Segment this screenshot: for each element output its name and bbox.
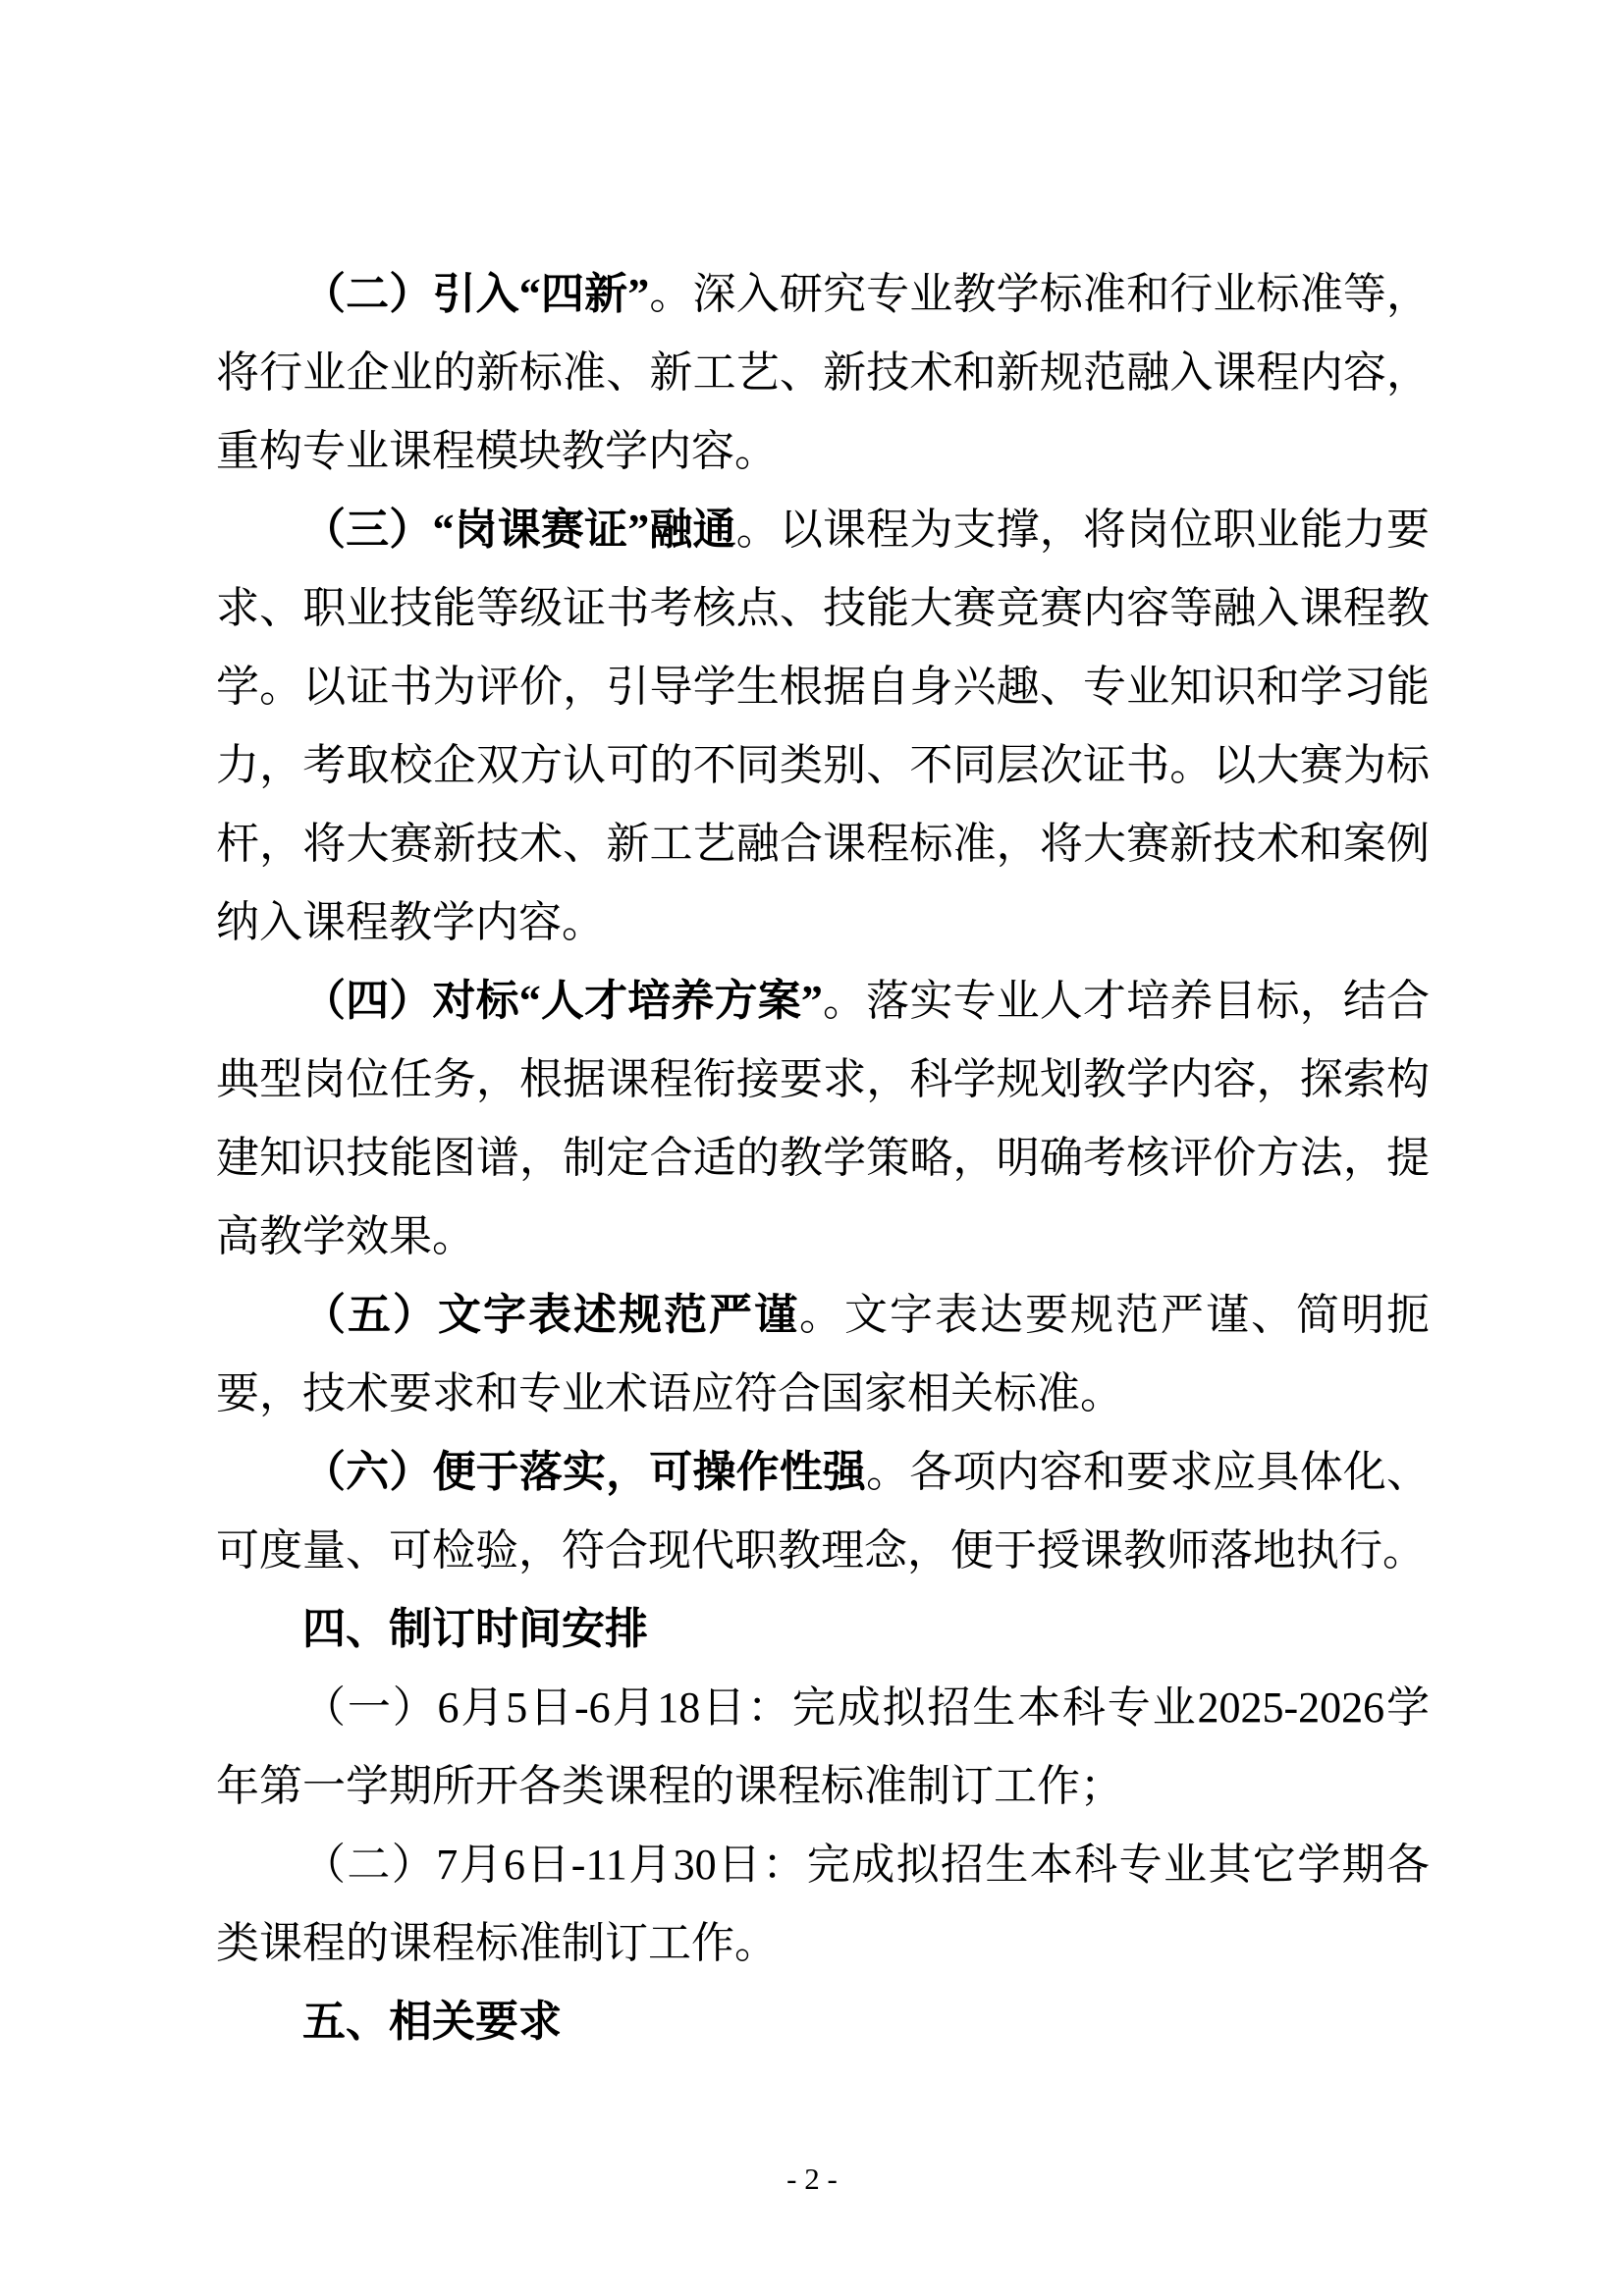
guideline-text: 。以课程为支撑，将岗位职业能力要求、职业技能等级证书考核点、技能大赛竞赛内容等融入课程教学。以证书为评价，引导学生根据自身兴趣、专业知识和学习能力，考取校企双方认可的不同类别、不同层次证书。以大赛为标杆，将大赛新技术、新工艺融合课程标准，将大赛新技术和案例纳入课程教学内容。 <box>216 506 1431 946</box>
guideline-lead: （二）引入“四新” <box>302 270 650 318</box>
guideline-paragraph-4 <box>216 962 1430 1276</box>
guideline-paragraph-5 <box>216 1276 1430 1433</box>
guideline-lead: （四）对标“人才培养方案” <box>302 977 823 1025</box>
page-number: - 2 - <box>786 2162 838 2196</box>
guideline-text: 。落实专业人才培养目标，结合典型岗位任务，根据课程衔接要求，科学规划教学内容，探索构建知识技能图谱，制定合适的教学策略，明确考核评价方法，提高教学效果。 <box>216 977 1431 1260</box>
guideline-lead: （五）文字表述规范严谨 <box>302 1291 799 1339</box>
guideline-lead: （三）“岗课赛证”融通 <box>302 506 736 554</box>
guideline-text: 。文字表达要规范严谨、简明扼要，技术要求和专业术语应符合国家相关标准。 <box>216 1291 1430 1417</box>
guideline-paragraph-6 <box>216 1433 1430 1590</box>
guideline-lead: （六）便于落实，可操作性强 <box>302 1448 867 1496</box>
guideline-paragraph-2 <box>216 255 1430 491</box>
guideline-paragraph-3 <box>216 491 1430 962</box>
page-footer <box>0 2158 1624 2201</box>
schedule-item-1: （一）6月5日-6月18日：完成拟招生本科专业2025-2026学年第一学期所开各类课程的课程标准制订工作； <box>216 1683 1430 1810</box>
guideline-text: 。深入研究专业教学标准和行业标准等，将行业企业的新标准、新工艺、新技术和新规范融入课程内容，重构专业课程模块教学内容。 <box>216 270 1431 475</box>
section-heading-4: 四、制订时间安排 <box>302 1605 648 1653</box>
schedule-item-2: （二）7月6日-11月30日：完成拟招生本科专业其它学期各类课程的课程标准制订工作。 <box>216 1841 1430 1967</box>
guideline-text: 。各项内容和要求应具体化、可度量、可检验，符合现代职教理念，便于授课教师落地执行。 <box>216 1448 1431 1575</box>
document-body <box>216 255 1430 2061</box>
section-heading-5: 五、相关要求 <box>302 1998 562 2046</box>
